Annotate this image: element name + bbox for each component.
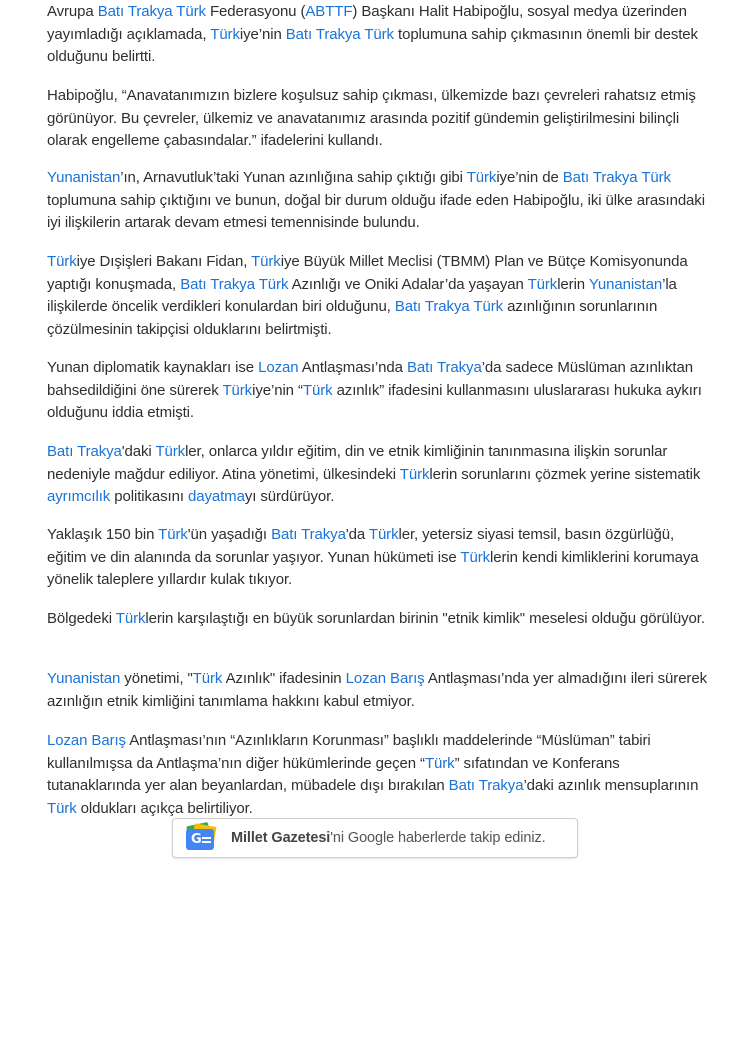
inline-link[interactable]: Lozan — [258, 359, 299, 376]
paragraph — [47, 441, 712, 509]
text-run: ) Başkanı Halit Habipoğlu, sosyal medya üzerinden yayımladığı açıklamada, — [47, 3, 691, 43]
inline-link[interactable]: Batı Trakya Türk — [97, 3, 206, 20]
inline-link[interactable]: Lozan Barış — [47, 732, 126, 749]
inline-link[interactable]: ayrımcılık — [47, 488, 111, 505]
text-run: Antlaşması’nda yer almadığını ileri sürerek azınlığın etnik kimliğini tanımlama hakkını kabul etmiyor. — [47, 670, 712, 710]
google-news-follow-button[interactable] — [172, 818, 578, 858]
inline-link[interactable]: Yunanistan — [588, 275, 663, 293]
inline-link[interactable]: Türk — [460, 548, 491, 566]
text-run: toplumuna sahip çıkmasının önemli bir destek olduğunu belirtti. — [47, 25, 703, 65]
inline-link[interactable]: Yunanistan — [47, 670, 121, 687]
text-run: ’la ilişkilerde öncelik verdikleri konulardan biri olduğunu, — [47, 275, 681, 315]
text-run: yı sürdürüyor. — [244, 488, 335, 505]
inline-link[interactable]: Türk — [222, 381, 253, 399]
text-run: Habipoğlu, “Anavatanımızın bizlere koşulsuz sahip çıkması, ülkemizde bazı çevreleri rahatsız etmiş görünüyor. Bu çevreler, ülkemiz ve anavatanımız arasında pozitif gündemin geliştirilmesini bilinçli olarak engelleme çabasındalar.” ifadelerini kullandı. — [47, 87, 700, 149]
inline-link[interactable]: Türk — [399, 465, 430, 483]
google-news-icon: G — [185, 824, 217, 852]
inline-link[interactable]: Türk — [210, 25, 240, 43]
text-run: Avrupa — [47, 3, 98, 20]
text-run: iye’nin “ — [252, 381, 303, 399]
publisher-name: Millet Gazetesi — [231, 830, 331, 846]
text-run: Azınlığı ve Oniki Adalar’da yaşayan — [288, 275, 528, 293]
text-run: ’da sadece Müslüman azınlıktan bahsedildiğini öne sürerek — [47, 359, 698, 399]
text-run: ler, yetersiz siyasi temsil, basın özgürlüğü, eğitim ve din alanında da sorunlar yaşıyor. Yunan hükümeti ise — [47, 526, 679, 566]
text-run: yönetimi, " — [120, 670, 193, 687]
inline-link[interactable]: Türk — [251, 253, 281, 270]
text-run: toplumuna sahip çıktığını ve bunun, doğal bir durum olduğu ifade eden Habipoğlu, iki ülke arasındaki iyi ilişkilerin artarak devam etmesi temennisinde bulundu. — [47, 169, 710, 231]
paragraph — [47, 730, 712, 820]
inline-link[interactable]: dayatma — [187, 488, 245, 505]
inline-link[interactable]: Türk — [115, 610, 146, 627]
text-run: 'daki — [121, 443, 156, 460]
inline-link[interactable]: Türk — [192, 670, 223, 687]
text-run: Bölgedeki — [47, 610, 116, 627]
paragraph — [47, 524, 712, 592]
paragraph — [47, 608, 705, 631]
paragraph — [47, 668, 712, 713]
paragraph — [47, 85, 712, 153]
inline-link[interactable]: Lozan Barış — [345, 670, 425, 687]
text-run: lerin karşılaştığı en büyük sorunlardan birinin "etnik kimlik" meselesi olduğu görülüyor. — [145, 610, 705, 627]
inline-link[interactable]: Batı Trakya — [406, 359, 482, 376]
inline-link[interactable]: Türk — [466, 169, 497, 186]
inline-link[interactable]: Batı Trakya Türk — [285, 25, 394, 43]
text-run: azınlığının sorunlarının çözülmesinin takipçisi olduklarını belirtmişti. — [47, 298, 662, 338]
inline-link[interactable]: Türk — [424, 754, 455, 772]
text-run: 'da — [345, 526, 369, 543]
paragraph — [47, 357, 712, 425]
inline-link[interactable]: Batı Trakya Türk — [394, 298, 503, 315]
paragraph — [47, 251, 712, 341]
text-run: iye’nin — [239, 25, 286, 43]
text-run: ’ın, Arnavutluk’taki Yunan azınlığına sahip çıktığı gibi — [120, 169, 467, 186]
google-news-follow-text — [231, 830, 546, 846]
inline-link[interactable]: Batı Trakya Türk — [180, 275, 289, 293]
follow-suffix: 'ni Google haberlerde takip ediniz. — [330, 830, 546, 846]
inline-link[interactable]: Batı Trakya — [47, 443, 122, 460]
text-run: ler, onlarca yıldır eğitim, din ve etnik kimliğinin tanınmasına ilişkin sorunlar nedeniyle mağdur ediliyor. Atina yönetimi, ülkesindeki — [47, 443, 672, 483]
inline-link[interactable]: Türk — [158, 526, 188, 543]
text-run: ” sıfatından ve Konferans tutanaklarında yer alan beyanlardan, mübadele dışı bırakılan — [47, 754, 624, 794]
text-run: iye’nin de — [496, 169, 563, 186]
text-run: Federasyonu ( — [205, 3, 306, 20]
inline-link[interactable]: Türk — [47, 799, 77, 817]
text-run: azınlık” ifadesini kullanmasını uluslararası hukuka aykırı olduğunu iddia etmişti. — [47, 381, 706, 421]
inline-link[interactable]: Türk — [302, 381, 333, 399]
text-run: iye Dışişleri Bakanı Fidan, — [76, 253, 252, 270]
text-run: lerin — [557, 275, 589, 293]
inline-link[interactable]: ABTTF — [305, 3, 353, 20]
paragraph — [47, 1, 712, 69]
text-run: politikasını — [110, 488, 188, 505]
inline-link[interactable]: Batı Trakya — [448, 777, 524, 794]
text-run: Yunan diplomatik kaynakları ise — [47, 359, 259, 376]
text-run: lerin sorunlarını çözmek yerine sistematik — [429, 465, 705, 483]
paragraph — [47, 167, 712, 235]
inline-link[interactable]: Türk — [155, 443, 186, 460]
text-run: Azınlık" ifadesinin — [222, 670, 346, 687]
inline-link[interactable]: Türk — [47, 253, 77, 270]
text-run: Antlaşması’nın “Azınlıkların Korunması” başlıklı maddelerinde “Müslüman” tabiri kullanılmışsa da Antlaşma’nın diğer hükümlerinde geçen “ — [47, 732, 655, 772]
inline-link[interactable]: Türk — [527, 275, 558, 293]
text-run: Yaklaşık 150 bin — [47, 526, 159, 543]
text-run: ’daki azınlık mensuplarının — [523, 777, 703, 794]
text-run: Antlaşması’nda — [298, 359, 407, 376]
text-run: iye Büyük Millet Meclisi (TBMM) Plan ve Bütçe Komisyonunda yaptığı konuşmada, — [47, 253, 692, 293]
text-run: oldukları açıkça belirtiliyor. — [76, 799, 253, 817]
inline-link[interactable]: Türk — [368, 526, 399, 543]
inline-link[interactable]: Yunanistan — [47, 169, 121, 186]
inline-link[interactable]: Batı Trakya Türk — [562, 169, 671, 186]
inline-link[interactable]: Batı Trakya — [271, 526, 346, 543]
text-run: 'ün yaşadığı — [187, 526, 272, 543]
text-run: lerin kendi kimliklerini korumaya yönelik taleplere yıllardır kulak tıkıyor. — [47, 548, 703, 588]
